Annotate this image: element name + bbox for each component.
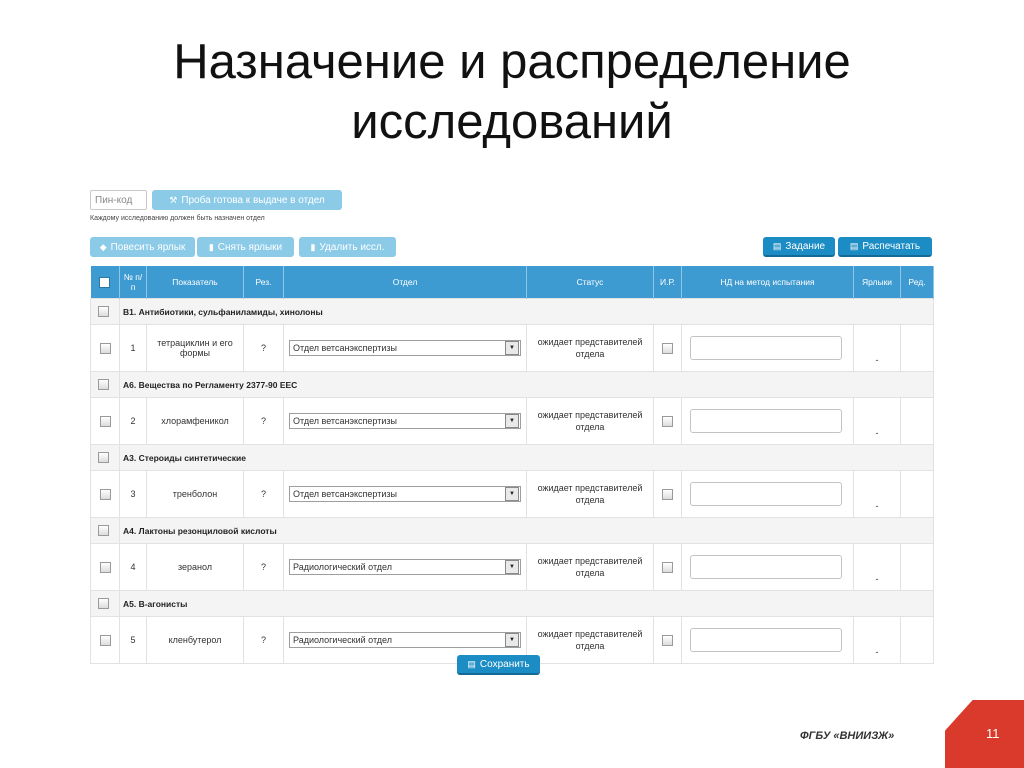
row-labels: - (854, 544, 901, 591)
save-button[interactable] (457, 655, 540, 675)
col-dept: Отдел (284, 266, 527, 299)
row-labels: - (854, 325, 901, 372)
group-row (91, 591, 934, 617)
task-text: Задание (785, 240, 826, 252)
row-num: 1 (120, 325, 147, 372)
row-num: 4 (120, 544, 147, 591)
row-edit-cell (901, 544, 934, 591)
nd-method-input[interactable] (690, 555, 842, 579)
table-row (91, 471, 934, 518)
row-edit-cell (901, 471, 934, 518)
wrench-icon: ⚒ (169, 194, 178, 205)
col-res: Рез. (244, 266, 284, 299)
row-num: 3 (120, 471, 147, 518)
col-ir: И.Р. (654, 266, 682, 299)
col-num: № п/п (120, 266, 147, 299)
group-checkbox[interactable] (98, 598, 109, 609)
department-select[interactable] (289, 632, 521, 648)
row-edit-cell (901, 617, 934, 664)
group-title: А3. Стероиды синтетические (120, 445, 934, 471)
group-title: А6. Вещества по Регламенту 2377-90 ЕЕС (120, 372, 934, 398)
row-indicator: зеранол (147, 544, 244, 591)
slide-title-line1: Назначение и распределение (173, 35, 851, 89)
ir-checkbox[interactable] (662, 416, 673, 427)
slide-title (0, 32, 1024, 152)
trash-icon: ▮ (310, 241, 316, 252)
table-header (91, 266, 934, 299)
department-select[interactable] (289, 559, 521, 575)
row-indicator: тетрациклин и его формы (147, 325, 244, 372)
ir-checkbox[interactable] (662, 343, 673, 354)
select-all-checkbox[interactable] (99, 277, 110, 288)
footer-organization: ФГБУ «ВНИИЗЖ» (800, 730, 895, 742)
ir-checkbox[interactable] (662, 635, 673, 646)
row-status: ожидает представителей отдела (527, 398, 654, 445)
row-checkbox[interactable] (100, 635, 111, 646)
group-row (91, 518, 934, 544)
trash-icon: ▮ (208, 241, 214, 252)
nd-method-input[interactable] (690, 628, 842, 652)
department-select[interactable] (289, 340, 521, 356)
print-button[interactable] (838, 237, 932, 257)
row-res: ? (244, 325, 284, 372)
row-labels: - (854, 471, 901, 518)
page-number: 11 (986, 726, 1000, 741)
department-select[interactable] (289, 486, 521, 502)
row-labels: - (854, 398, 901, 445)
group-checkbox[interactable] (98, 452, 109, 463)
row-num: 2 (120, 398, 147, 445)
department-select-value: Отдел ветсанэкспертизы (293, 489, 397, 499)
studies-table (90, 266, 934, 664)
print-text: Распечатать (862, 240, 921, 252)
remove-labels-button[interactable] (197, 237, 294, 257)
nd-method-input[interactable] (690, 336, 842, 360)
col-status: Статус (527, 266, 654, 299)
sample-ready-button[interactable] (152, 190, 342, 210)
department-select[interactable] (289, 413, 521, 429)
group-row (91, 372, 934, 398)
col-indicator: Показатель (147, 266, 244, 299)
save-icon: ▤ (467, 658, 476, 669)
row-indicator: хлорамфеникол (147, 398, 244, 445)
delete-study-button[interactable] (299, 237, 396, 257)
dropdown-arrow-icon[interactable]: ▼ (505, 633, 519, 647)
hang-label-button[interactable] (90, 237, 195, 257)
row-labels: - (854, 617, 901, 664)
page-corner-badge (945, 700, 1024, 768)
row-checkbox[interactable] (100, 489, 111, 500)
printer-icon: ▤ (849, 240, 859, 251)
row-indicator: тренболон (147, 471, 244, 518)
tag-icon: ◆ (99, 241, 107, 252)
slide-title-line2: исследований (351, 95, 673, 149)
ir-checkbox[interactable] (662, 489, 673, 500)
group-title: А5. В-агонисты (120, 591, 934, 617)
row-checkbox[interactable] (100, 343, 111, 354)
save-text: Сохранить (479, 658, 530, 670)
dropdown-arrow-icon[interactable]: ▼ (505, 560, 519, 574)
row-res: ? (244, 398, 284, 445)
department-select-value: Отдел ветсанэкспертизы (293, 416, 397, 426)
group-row (91, 299, 934, 325)
row-status: ожидает представителей отдела (527, 471, 654, 518)
nd-method-input[interactable] (690, 409, 842, 433)
row-edit-cell (901, 325, 934, 372)
pin-code-input[interactable] (90, 190, 147, 210)
row-num: 5 (120, 617, 147, 664)
department-select-value: Радиологический отдел (293, 635, 392, 645)
col-edit: Ред. (901, 266, 934, 299)
row-checkbox[interactable] (100, 562, 111, 573)
department-select-value: Радиологический отдел (293, 562, 392, 572)
group-title: А4. Лактоны резонциловой кислоты (120, 518, 934, 544)
ir-checkbox[interactable] (662, 562, 673, 573)
row-res: ? (244, 544, 284, 591)
table-row (91, 398, 934, 445)
group-title: В1. Антибиотики, сульфаниламиды, хинолоны (120, 299, 934, 325)
row-status: ожидает представителей отдела (527, 617, 654, 664)
document-icon: ▤ (772, 240, 782, 251)
row-res: ? (244, 617, 284, 664)
table-row (91, 325, 934, 372)
row-status: ожидает представителей отдела (527, 544, 654, 591)
row-res: ? (244, 471, 284, 518)
select-all-cell[interactable] (91, 266, 120, 299)
dropdown-arrow-icon[interactable]: ▼ (505, 414, 519, 428)
nd-method-input[interactable] (690, 482, 842, 506)
group-checkbox[interactable] (98, 525, 109, 536)
delete-study-text: Удалить иссл. (319, 241, 385, 253)
dropdown-arrow-icon[interactable]: ▼ (505, 487, 519, 501)
remove-labels-text: Снять ярлыки (217, 241, 283, 253)
col-labels: Ярлыки (854, 266, 901, 299)
col-nd: НД на метод испытания (682, 266, 854, 299)
row-edit-cell (901, 398, 934, 445)
department-hint: Каждому исследованию должен быть назначен отдел (90, 215, 265, 222)
group-checkbox[interactable] (98, 379, 109, 390)
row-status: ожидает представителей отдела (527, 325, 654, 372)
hang-label-text: Повесить ярлык (110, 241, 186, 253)
task-button[interactable] (763, 237, 835, 257)
row-checkbox[interactable] (100, 416, 111, 427)
group-checkbox[interactable] (98, 306, 109, 317)
table-row (91, 544, 934, 591)
department-select-value: Отдел ветсанэкспертизы (293, 343, 397, 353)
row-indicator: кленбутерол (147, 617, 244, 664)
group-row (91, 445, 934, 471)
sample-ready-label: Проба готова к выдаче в отдел (181, 194, 325, 206)
dropdown-arrow-icon[interactable]: ▼ (505, 341, 519, 355)
